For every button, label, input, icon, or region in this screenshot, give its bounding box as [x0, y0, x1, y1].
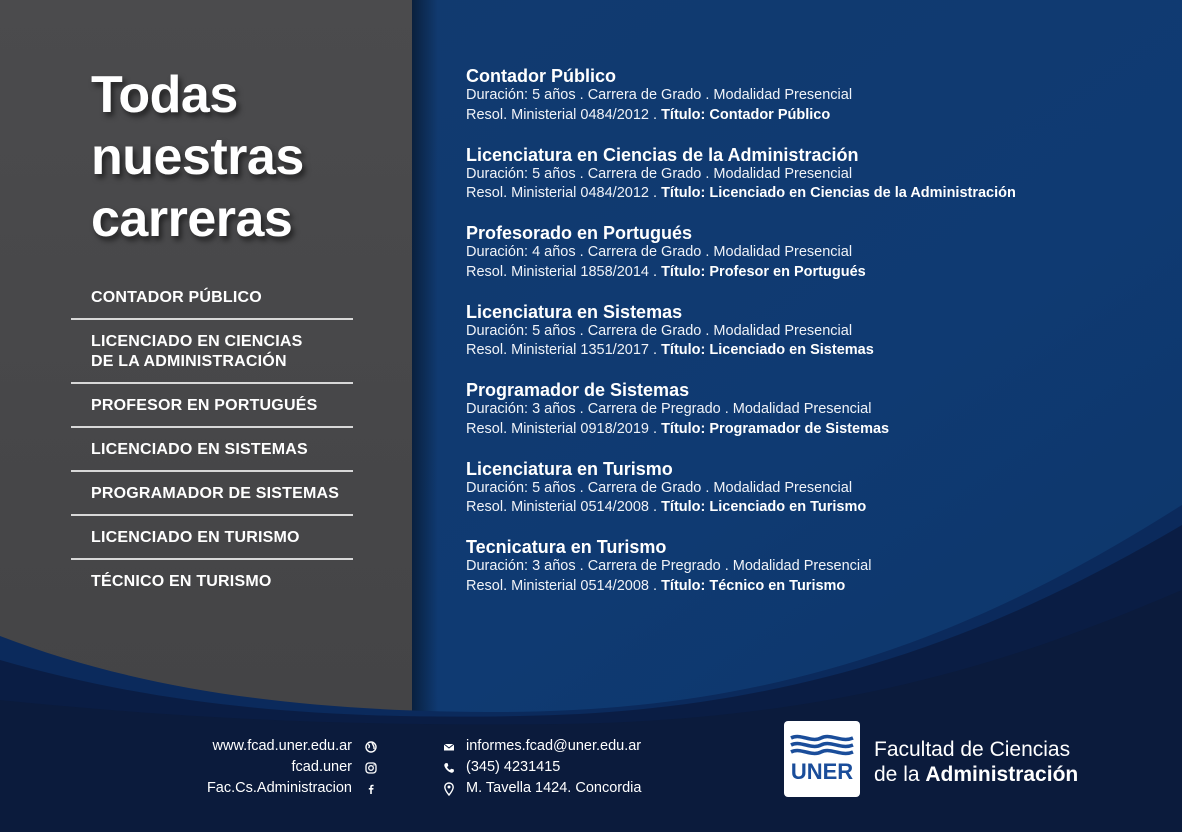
phone-text: (345) 4231415 — [466, 759, 561, 775]
nav-item-portugues[interactable] — [71, 384, 353, 428]
title-line: carreras — [91, 190, 293, 248]
career-block — [466, 66, 1156, 125]
nav-item-label: PROFESOR EN PORTUGUÉS — [91, 397, 318, 414]
phone-link[interactable] — [442, 757, 641, 778]
career-name: Contador Público — [466, 66, 616, 86]
nav-item-label: CONTADOR PÚBLICO — [91, 289, 262, 306]
resolution-text: Resol. Ministerial 0484/2012 . — [466, 106, 662, 123]
uner-logo-mark — [784, 721, 860, 797]
nav-item-label: DE LA ADMINISTRACIÓN — [91, 353, 287, 370]
mail-icon — [442, 740, 456, 754]
title-line: Todas — [91, 66, 238, 124]
nav-item-sistemas[interactable] — [71, 428, 353, 472]
resolution-text: Resol. Ministerial 0514/2008 . — [466, 577, 662, 594]
career-name: Profesorado en Portugués — [466, 223, 693, 243]
career-resolution — [466, 577, 1156, 597]
career-resolution — [466, 184, 1156, 204]
logo-mark-text: UNER — [790, 759, 854, 784]
career-details: Duración: 3 años . Carrera de Pregrado . Modalidad Presencial — [466, 401, 872, 417]
nav-item-administracion[interactable] — [71, 320, 353, 384]
titulo-label: Título: — [661, 185, 706, 201]
nav-item-label: TÉCNICO EN TURISMO — [91, 573, 272, 590]
resolution-text: Resol. Ministerial 0514/2008 . — [466, 499, 662, 515]
titulo-value: Licenciado en Turismo — [705, 499, 867, 515]
location-icon — [442, 782, 456, 796]
uner-logo — [784, 721, 860, 797]
title-line: nuestras — [91, 128, 304, 186]
address-text: M. Tavella 1424. Concordia — [466, 780, 642, 796]
nav-item-lic-turismo[interactable] — [71, 516, 353, 560]
career-details: Duración: 5 años . Carrera de Grado . Modalidad Presencial — [466, 87, 853, 103]
email-link[interactable] — [442, 736, 641, 757]
career-block — [466, 537, 1156, 596]
resolution-text: Resol. Ministerial 1858/2014 . — [466, 263, 662, 280]
career-block — [466, 380, 1156, 439]
titulo-label: Título: — [661, 420, 706, 437]
career-resolution — [466, 106, 1156, 126]
titulo-label: Título: — [661, 342, 706, 358]
faculty-name-prefix: de la — [874, 763, 926, 786]
career-details-list — [466, 66, 1156, 616]
career-resolution — [466, 341, 1156, 361]
career-name: Licenciatura en Ciencias de la Administración — [466, 144, 859, 165]
email-text: informes.fcad@uner.edu.ar — [466, 738, 642, 754]
facebook-icon — [364, 782, 378, 796]
career-resolution — [466, 498, 1156, 518]
faculty-name-bold: Administración — [925, 763, 1079, 786]
titulo-value: Licenciado en Sistemas — [705, 342, 874, 358]
facebook-link[interactable] — [207, 778, 378, 799]
career-resolution — [466, 420, 1156, 440]
career-resolution — [466, 263, 1156, 283]
nav-item-label: LICENCIADO EN SISTEMAS — [91, 441, 308, 458]
career-name: Licenciatura en Sistemas — [466, 301, 683, 322]
address-text-row — [442, 778, 641, 799]
career-block — [466, 302, 1156, 361]
career-block — [466, 145, 1156, 204]
career-details: Duración: 5 años . Carrera de Grado . Modalidad Presencial — [466, 322, 853, 339]
career-details: Duración: 3 años . Carrera de Pregrado . Modalidad Presencial — [466, 558, 872, 574]
website-link[interactable] — [207, 736, 378, 757]
nav-item-label: LICENCIADO EN CIENCIAS — [91, 333, 303, 350]
titulo-label: Título: — [661, 577, 706, 594]
contact-info — [442, 736, 641, 799]
titulo-value: Contador Público — [705, 106, 831, 123]
social-contacts — [207, 736, 378, 799]
instagram-link[interactable] — [207, 757, 378, 778]
faculty-name — [874, 737, 1078, 787]
career-details: Duración: 5 años . Carrera de Grado . Modalidad Presencial — [466, 165, 853, 182]
career-details: Duración: 4 años . Carrera de Grado . Modalidad Presencial — [466, 244, 853, 260]
career-details: Duración: 5 años . Carrera de Grado . Modalidad Presencial — [466, 479, 853, 496]
nav-item-label: PROGRAMADOR DE SISTEMAS — [91, 485, 340, 502]
instagram-text: fcad.uner — [291, 759, 352, 775]
career-block — [466, 223, 1156, 282]
globe-icon — [364, 740, 378, 754]
career-block — [466, 459, 1156, 518]
nav-item-label: LICENCIADO EN TURISMO — [91, 529, 300, 546]
career-nav-list — [71, 276, 353, 602]
resolution-text: Resol. Ministerial 1351/2017 . — [466, 342, 662, 358]
career-name: Tecnicatura en Turismo — [466, 537, 667, 557]
nav-item-programador[interactable] — [71, 472, 353, 516]
titulo-value: Programador de Sistemas — [705, 420, 890, 437]
faculty-name-line2 — [874, 762, 1078, 787]
titulo-label: Título: — [661, 106, 706, 123]
nav-item-contador[interactable] — [71, 276, 353, 320]
website-text: www.fcad.uner.edu.ar — [212, 738, 352, 754]
resolution-text: Resol. Ministerial 0484/2012 . — [466, 185, 662, 201]
career-name: Licenciatura en Turismo — [466, 458, 673, 479]
titulo-label: Título: — [661, 263, 706, 280]
resolution-text: Resol. Ministerial 0918/2019 . — [466, 420, 662, 437]
titulo-label: Título: — [661, 499, 706, 515]
career-name: Programador de Sistemas — [466, 380, 690, 400]
nav-item-tec-turismo[interactable] — [71, 560, 353, 602]
phone-icon — [442, 761, 456, 775]
titulo-value: Licenciado en Ciencias de la Administración — [705, 185, 1016, 201]
titulo-value: Técnico en Turismo — [705, 577, 846, 594]
facebook-text: Fac.Cs.Administracion — [206, 780, 352, 796]
titulo-value: Profesor en Portugués — [705, 263, 866, 280]
instagram-icon — [364, 761, 378, 775]
page-title — [91, 64, 304, 250]
faculty-name-line1: Facultad de Ciencias — [874, 738, 1071, 761]
